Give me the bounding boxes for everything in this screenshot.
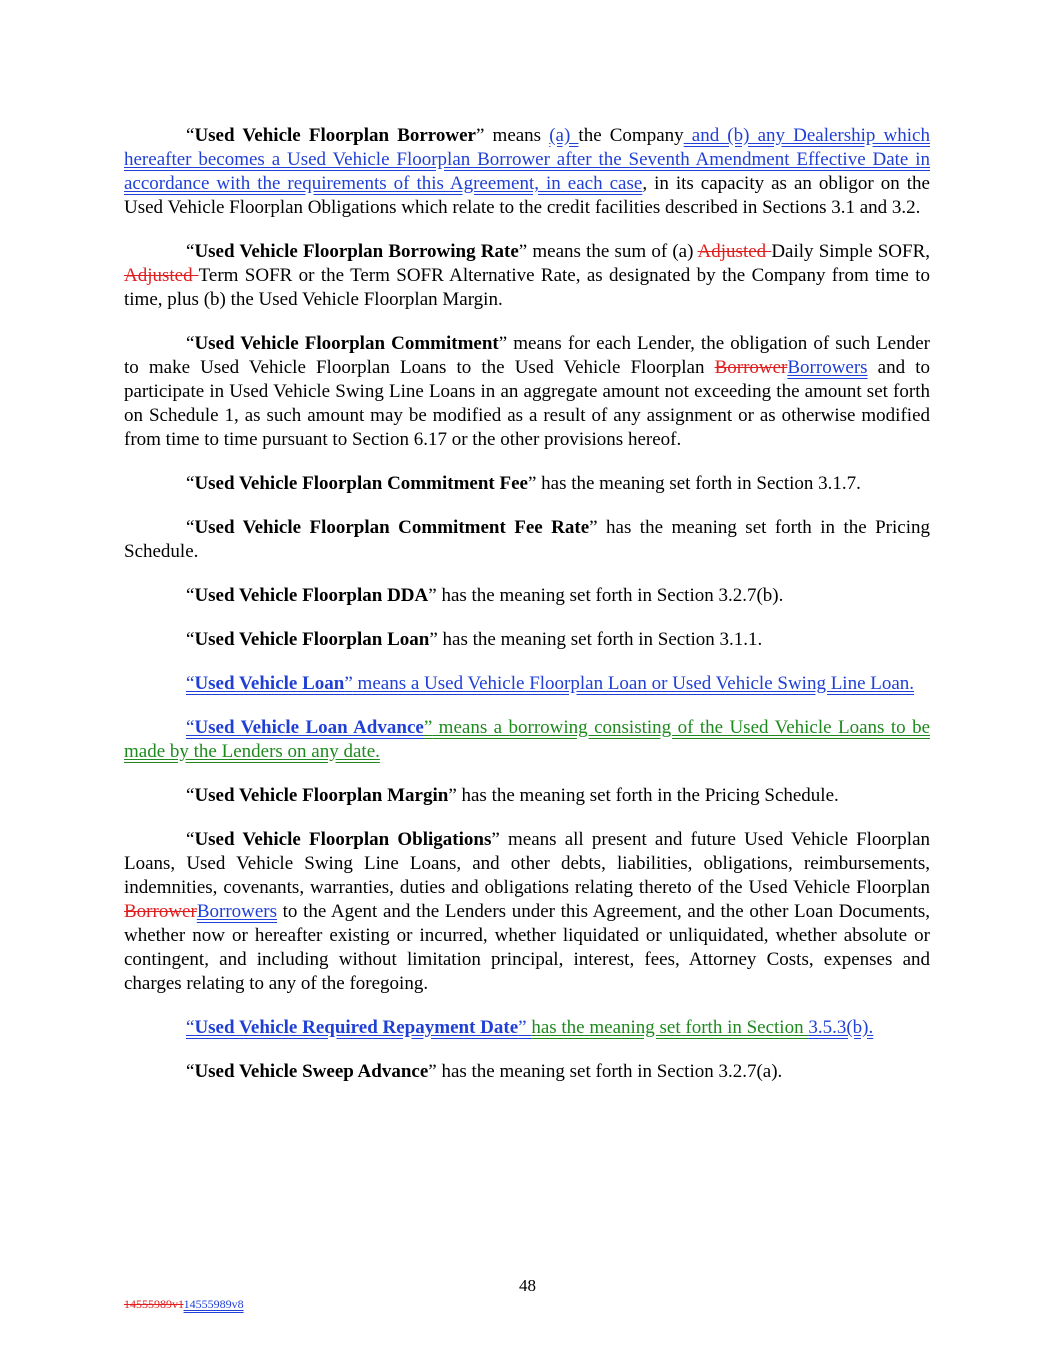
defined-term: Used Vehicle Floorplan Obligations [194, 829, 492, 850]
deleted-docid: 14555989v1 [124, 1297, 184, 1311]
defined-term: Used Vehicle Floorplan DDA [194, 585, 429, 606]
inserted-text: Borrowers [787, 357, 868, 378]
definition-used-vehicle-floorplan-commitment-fee-rate: “Used Vehicle Floorplan Commitment Fee Rate” has the meaning set forth in the Pricing Schedule. [124, 517, 930, 562]
document-page [124, 124, 930, 1104]
page-number: 48 [519, 1276, 536, 1295]
document-id [124, 1297, 244, 1312]
definition-used-vehicle-floorplan-borrower: “Used Vehicle Floorplan Borrower” means (a) the Company and (b) any Dealership which hereafter becomes a Used Vehicle Floorplan Borrower after the Seventh Amendment Effective Date in accordance with the requirements of this Agreement, in each case, in its capacity as an obligor on the Used Vehicle Floorplan Obligations which relate to the credit facilities described in Sections 3.1 and 3.2. [124, 125, 930, 218]
defined-term: Used Vehicle Floorplan Commitment Fee [194, 473, 528, 494]
defined-term: Used Vehicle Floorplan Commitment Fee Rate [194, 517, 590, 538]
defined-term: Used Vehicle Floorplan Commitment [194, 333, 499, 354]
inserted-text: Borrowers [196, 901, 278, 922]
definition-used-vehicle-sweep-advance: “Used Vehicle Sweep Advance” has the meaning set forth in Section 3.2.7(a). [186, 1061, 783, 1082]
defined-term: Used Vehicle Floorplan Margin [194, 785, 449, 806]
defined-term: Used Vehicle Loan Advance [194, 717, 424, 738]
defined-term: Used Vehicle Required Repayment Date [194, 1017, 519, 1038]
defined-term: Used Vehicle Sweep Advance [194, 1061, 429, 1082]
definition-used-vehicle-floorplan-dda: “Used Vehicle Floorplan DDA” has the meaning set forth in Section 3.2.7(b). [186, 585, 784, 606]
deleted-text: Borrower [124, 901, 197, 922]
deleted-text: Adjusted [697, 241, 772, 262]
definition-used-vehicle-loan-advance: “Used Vehicle Loan Advance” means a borrowing consisting of the Used Vehicle Loans to be made by the Lenders on any date. [124, 717, 930, 762]
inserted-docid: 14555989v8 [183, 1297, 244, 1311]
deleted-text: Adjusted [124, 265, 199, 286]
definition-used-vehicle-floorplan-borrowing-rate: “Used Vehicle Floorplan Borrowing Rate” means the sum of (a) Adjusted Daily Simple SOFR, Adjusted Term SOFR or the Term SOFR Alternative Rate, as designated by the Company from time to time, plus (b) the Used Vehicle Floorplan Margin. [124, 241, 930, 310]
inserted-text: and (b) any Dealership which hereafter becomes a Used Vehicle Floorplan Borrower after the Seventh Amendment Effective Date in accordance with the requirements of this Agreement, in each case [124, 125, 930, 194]
definition-used-vehicle-floorplan-margin: “Used Vehicle Floorplan Margin” has the meaning set forth in the Pricing Schedule. [186, 785, 839, 806]
defined-term: Used Vehicle Floorplan Borrower [194, 125, 476, 146]
definition-used-vehicle-floorplan-commitment: “Used Vehicle Floorplan Commitment” means for each Lender, the obligation of such Lender to make Used Vehicle Floorplan Loans to the Used Vehicle Floorplan BorrowerBorrowers and to participate in Used Vehicle Swing Line Loans in an aggregate amount not exceeding the amount set forth on Schedule 1, as such amount may be modified as a result of any assignment or as otherwise modified from time to time pursuant to Section 6.17 or the other provisions hereof. [124, 333, 930, 450]
definition-used-vehicle-floorplan-obligations: “Used Vehicle Floorplan Obligations” means all present and future Used Vehicle Floorplan Loans, Used Vehicle Swing Line Loans, and other debts, liabilities, obligations, reimbursements, indemnities, covenants, warranties, duties and obligations relating thereto of the Used Vehicle Floorplan BorrowerBorrowers to the Agent and the Lenders under this Agreement, and the other Loan Documents, whether now or hereafter existing or incurred, whether liquidated or unliquidated, whether absolute or contingent, and including without limitation principal, interest, fees, Attorney Costs, expenses and charges relating to any of the foregoing. [124, 829, 930, 994]
defined-term: Used Vehicle Loan [194, 673, 345, 694]
definition-used-vehicle-required-repayment-date: “Used Vehicle Required Repayment Date” has the meaning set forth in Section 3.5.3(b). [186, 1017, 874, 1038]
defined-term: Used Vehicle Floorplan Borrowing Rate [194, 241, 519, 262]
definition-used-vehicle-loan: “Used Vehicle Loan” means a Used Vehicle Floorplan Loan or Used Vehicle Swing Line Loan. [186, 673, 915, 694]
definition-used-vehicle-floorplan-commitment-fee: “Used Vehicle Floorplan Commitment Fee” has the meaning set forth in Section 3.1.7. [186, 473, 861, 494]
definition-used-vehicle-floorplan-loan: “Used Vehicle Floorplan Loan” has the meaning set forth in Section 3.1.1. [186, 629, 763, 650]
inserted-text: (a) [549, 125, 579, 146]
defined-term: Used Vehicle Floorplan Loan [194, 629, 430, 650]
deleted-text: Borrower [714, 357, 788, 378]
